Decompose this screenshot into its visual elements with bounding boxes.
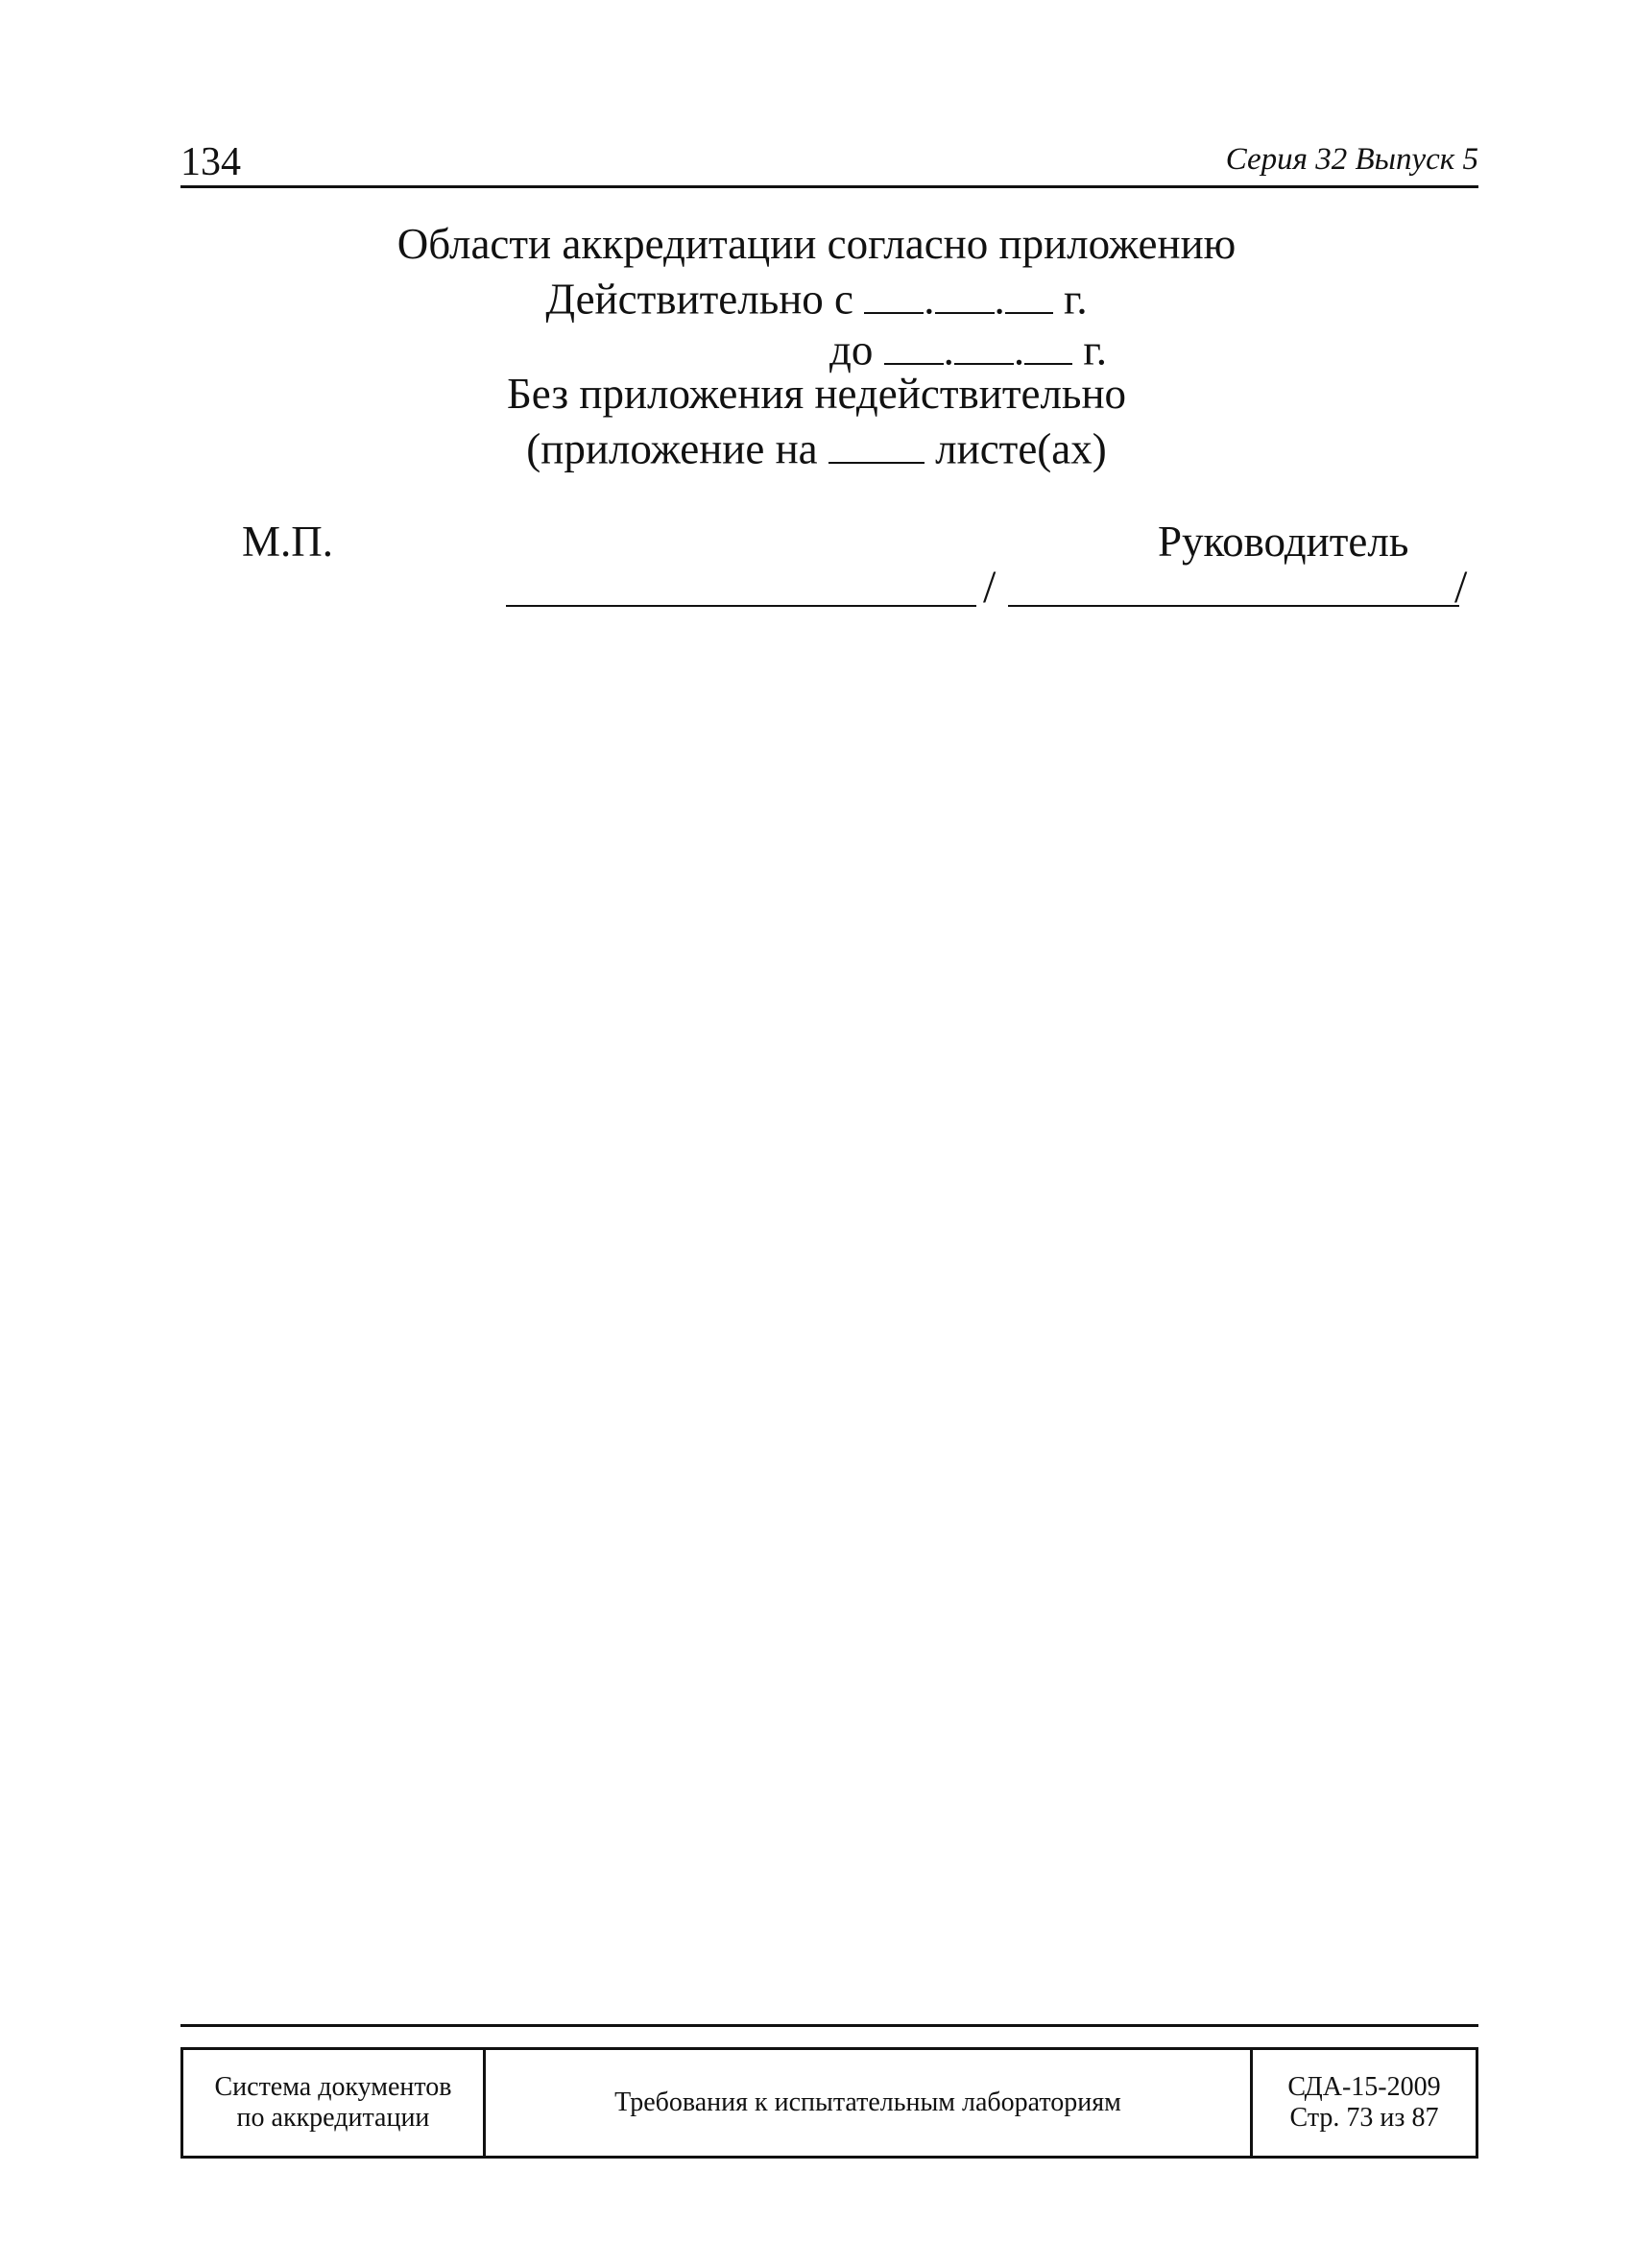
header-rule (180, 185, 1478, 188)
without-appendix-line: Без приложения недействительно (506, 370, 1127, 418)
footer-code-cell (1253, 2050, 1476, 2156)
year-suffix: г. (1052, 275, 1088, 324)
appendix-prefix: (приложение на (526, 424, 829, 473)
valid-from-line (0, 273, 1633, 322)
valid-to-day-blank (884, 324, 944, 365)
appendix-sheets-blank (829, 422, 925, 464)
name-blank (1008, 605, 1459, 607)
footer-title-cell (486, 2050, 1253, 2156)
footer-page-info: Стр. 73 из 87 (1289, 2103, 1439, 2133)
valid-from-day-blank (864, 273, 924, 314)
valid-from-month-blank (935, 273, 995, 314)
date-separator: . (1013, 326, 1025, 374)
year-suffix: г. (1072, 326, 1108, 374)
appendix-suffix: листе(ах) (924, 424, 1107, 473)
valid-to-year-blank (1024, 324, 1072, 365)
page-number: 134 (180, 140, 241, 184)
date-separator: . (994, 275, 1005, 324)
valid-to-month-blank (954, 324, 1014, 365)
valid-to-label: до (829, 326, 884, 374)
footer-system-line2: по аккредитации (236, 2103, 430, 2133)
date-separator: . (943, 326, 954, 374)
footer-rule (180, 2024, 1478, 2027)
accreditation-scope-line: Области аккредитации согласно приложению (396, 220, 1237, 268)
signature-slash: / (983, 562, 997, 613)
footer-system-line1: Система документов (214, 2071, 452, 2102)
head-label: Руководитель (1158, 518, 1409, 566)
signature-blank (506, 605, 976, 607)
footer-system-cell (183, 2050, 486, 2156)
footer-doc-code: СДА-15-2009 (1287, 2071, 1441, 2102)
date-separator: . (924, 275, 935, 324)
signature-slash: / (1454, 562, 1468, 613)
valid-from-label: Действительно с (545, 275, 865, 324)
stamp-label: М.П. (242, 518, 334, 566)
footer-title: Требования к испытательным лабораториям (614, 2087, 1121, 2117)
valid-from-year-blank (1005, 273, 1053, 314)
valid-to-line (829, 324, 1107, 373)
series-label: Серия 32 Выпуск 5 (1225, 142, 1478, 177)
appendix-sheets-line (0, 422, 1633, 471)
footer-table (180, 2047, 1478, 2159)
